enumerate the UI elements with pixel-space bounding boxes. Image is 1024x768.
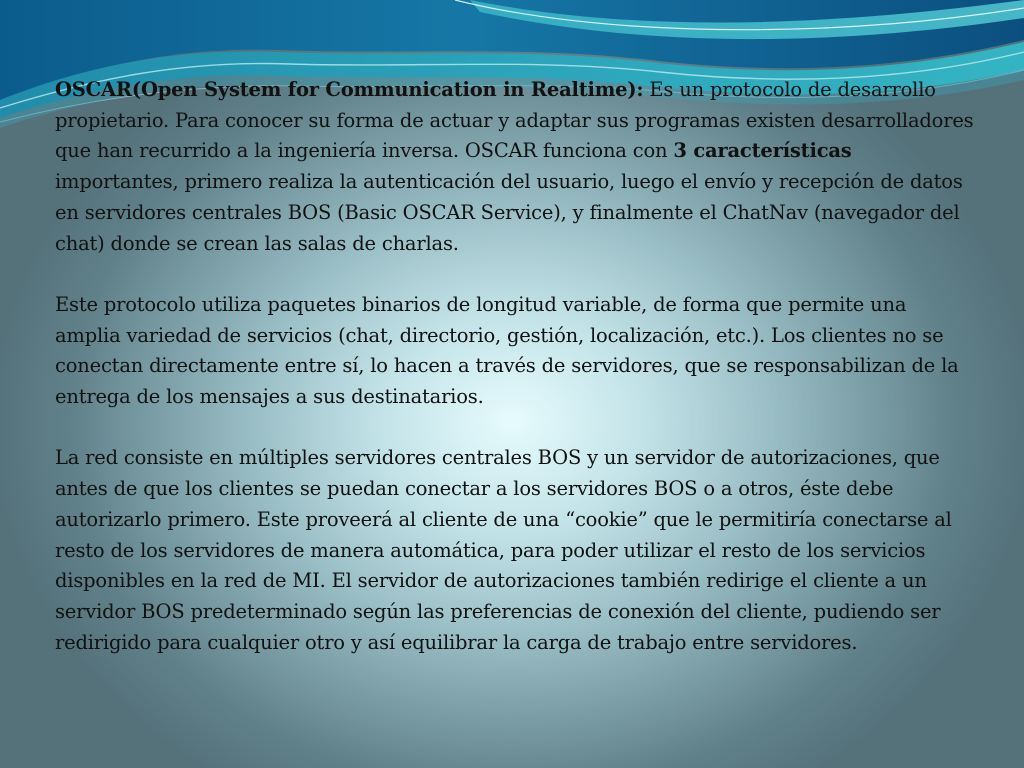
slide-body xyxy=(55,75,975,658)
paragraph-protocol-packets: Este protocolo utiliza paquetes binarios de longitud variable, de forma que permite una amplia variedad de servicios (chat, directorio, gestión, localización, etc.). Los clientes no se conectan directamente entre sí, lo hacen a través de servidores, que se responsabilizan de la entrega de los mensajes a sus destinatarios. xyxy=(55,292,959,409)
emphasis-characteristics: 3 características xyxy=(673,139,852,163)
paragraph-text: importantes, primero realiza la autenticación del usuario, luego el envío y recepción de datos en servidores centrales BOS (Basic OSCAR Service), y finalmente el ChatNav (navegador del chat) donde se crean las salas de charlas. xyxy=(55,170,963,255)
paragraph-oscar-definition xyxy=(55,75,975,259)
paragraph-network-servers: La red consiste en múltiples servidores centrales BOS y un servidor de autorizaciones, que antes de que los clientes se puedan conectar a los servidores BOS o a otros, éste debe autorizarlo primero. Este proveerá al cliente de una “cookie” que le permitiría conectarse al resto de los servidores de manera automática, para poder utilizar el resto de los servicios disponibles en la red de MI. El servidor de autorizaciones también redirige el cliente a un servidor BOS predeterminado según las preferencias de conexión del cliente, pudiendo ser redirigido para cualquier otro y así equilibrar la carga de trabajo entre servidores. xyxy=(55,446,952,654)
term-oscar: OSCAR(Open System for Communication in Realtime): xyxy=(55,78,644,101)
paragraph-text: Es un protocolo de desarrollo propietario. Para conocer su forma de actuar y adaptar sus programas existen desarrolladores que han recurrido a la ingeniería inversa. OSCAR funciona con xyxy=(55,78,974,163)
